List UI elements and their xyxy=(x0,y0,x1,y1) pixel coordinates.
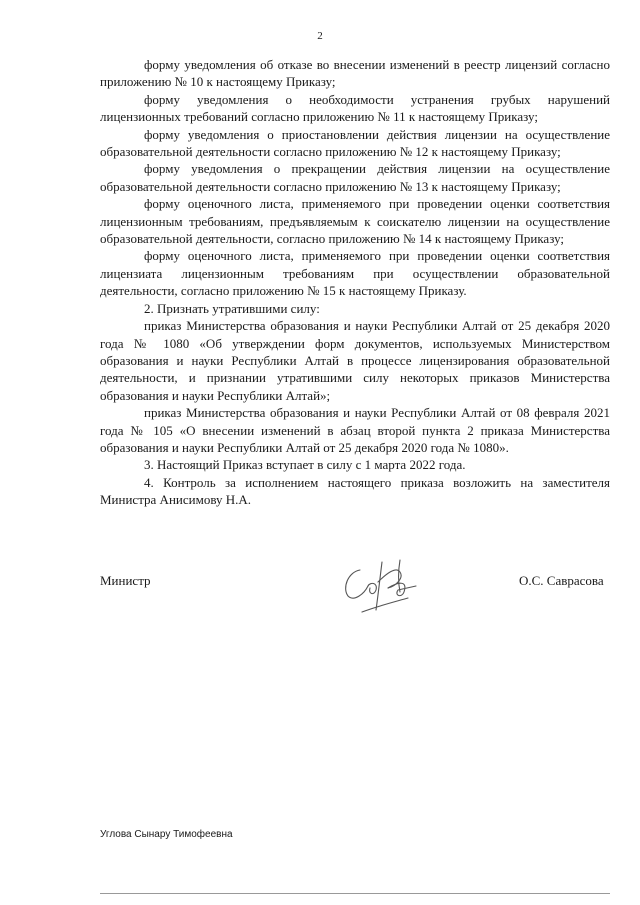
paragraph-repeal-order-105: приказ Министерства образования и науки Республики Алтай от 08 февраля 2021 года № 105 «О внесении изменений в абзац второй пункта 2 приказа Министерства образования и науки Республики Алтай от 25 декабря 2020 года № 1080». xyxy=(100,405,610,455)
paragraph-item-4: 4. Контроль за исполнением настоящего приказа возложить на заместителя Министра Анисимову Н.А. xyxy=(100,474,610,508)
footer-divider xyxy=(100,893,610,894)
paragraph-form-suspension: форму уведомления о приостановлении действия лицензии на осуществление образовательной деятельности согласно приложению № 12 к настоящему Приказу; xyxy=(100,126,610,160)
executor-name: Углова Сынару Тимофеевна xyxy=(100,829,233,840)
paragraph-form-termination: форму уведомления о прекращении действия лицензии на осуществление образовательной деятельности согласно приложению № 13 к настоящему Приказу; xyxy=(100,161,610,194)
paragraph-form-refusal: форму уведомления об отказе во внесении изменений в реестр лицензий согласно приложению № 10 к настоящему Приказу; xyxy=(100,57,610,90)
signatory-title: Министр xyxy=(100,573,151,588)
paragraph-item-2: 2. Признать утратившими силу: xyxy=(144,300,320,316)
page-number: 2 xyxy=(317,30,323,42)
paragraph-form-violations: форму уведомления о необходимости устранения грубых нарушений лицензионных требований согласно приложению № 11 к настоящему Приказу; xyxy=(100,91,610,125)
signatory-name: О.С. Саврасова xyxy=(519,573,604,588)
paragraph-item-3: 3. Настоящий Приказ вступает в силу с 1 марта 2022 года. xyxy=(144,457,466,473)
paragraph-form-evaluation-applicant: форму оценочного листа, применяемого при проведении оценки соответствия лицензионным требованиям, предъявляемым к соискателю лицензии на осуществление образовательной деятельности, согласно приложению № 14 к настоящему Приказу; xyxy=(100,196,610,247)
document-body xyxy=(100,56,610,509)
paragraph-form-evaluation-licensee: форму оценочного листа, применяемого при проведении оценки соответствия лицензиата лицензионным требованиям при осуществлении образовательной деятельности, согласно приложению № 15 к настоящему Приказу. xyxy=(100,248,610,299)
paragraph-repeal-order-1080: приказ Министерства образования и науки Республики Алтай от 25 декабря 2020 года № 1080 «Об утверждении форм документов, используемых Министерством образования и науки Республики Алтай в процессе лицензирования образовательной деятельности, и признании утратившими силу некоторых приказов Министерства образования и науки Республики Алтай»; xyxy=(100,318,610,403)
handwritten-signature xyxy=(338,552,438,622)
